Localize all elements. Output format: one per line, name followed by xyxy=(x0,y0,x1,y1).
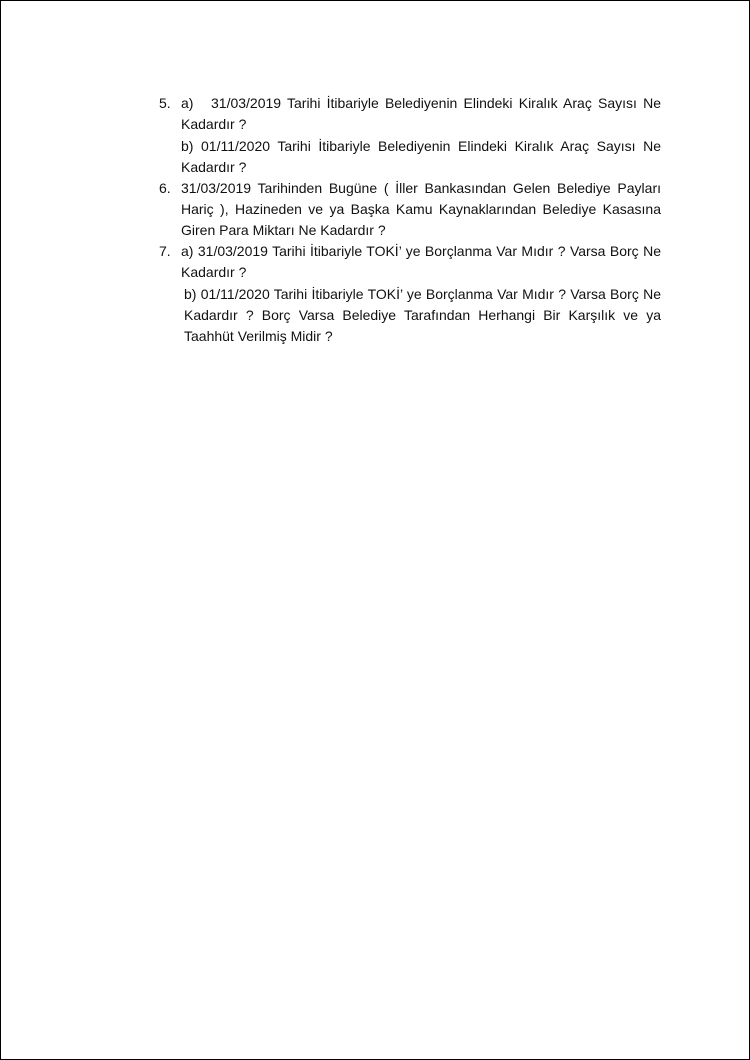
question-number: 5. xyxy=(159,95,171,111)
question-6: 31/03/2019 Tarihinden Bugüne ( İller Bankasından Gelen Belediye Payları Hariç ), Hazineden ve ya Başka Kamu Kaynaklarından Belediye Kasasına Giren Para Miktarı Ne Kadardır ? xyxy=(181,180,661,238)
question-item-6 xyxy=(159,178,661,241)
question-7b: b) 01/11/2020 Tarihi İtibariyle TOKİ’ ye Borçlanma Var Mıdır ? Varsa Borç Ne Kadardır ? Borç Varsa Belediye Tarafından Herhangi Bir Karşılık ve ya Taahhüt Verilmiş Midir ? xyxy=(184,286,661,344)
question-5b: b) 01/11/2020 Tarihi İtibariyle Belediyenin Elindeki Kiralık Araç Sayısı Ne Kadardır ? xyxy=(181,138,661,175)
question-number: 7. xyxy=(159,243,171,259)
question-item-5 xyxy=(159,93,661,178)
question-item-7 xyxy=(159,241,661,347)
question-5a xyxy=(181,93,661,135)
question-number: 6. xyxy=(159,180,171,196)
question-list xyxy=(159,93,661,347)
question-7a: a) 31/03/2019 Tarihi İtibariyle TOKİ’ ye Borçlanma Var Mıdır ? Varsa Borç Ne Kadardır ? xyxy=(181,243,661,280)
question-5a-label: a) xyxy=(181,95,194,111)
question-5a-text: 31/03/2019 Tarihi İtibariyle Belediyenin Elindeki Kiralık Araç Sayısı Ne Kadardır ? xyxy=(181,95,661,132)
